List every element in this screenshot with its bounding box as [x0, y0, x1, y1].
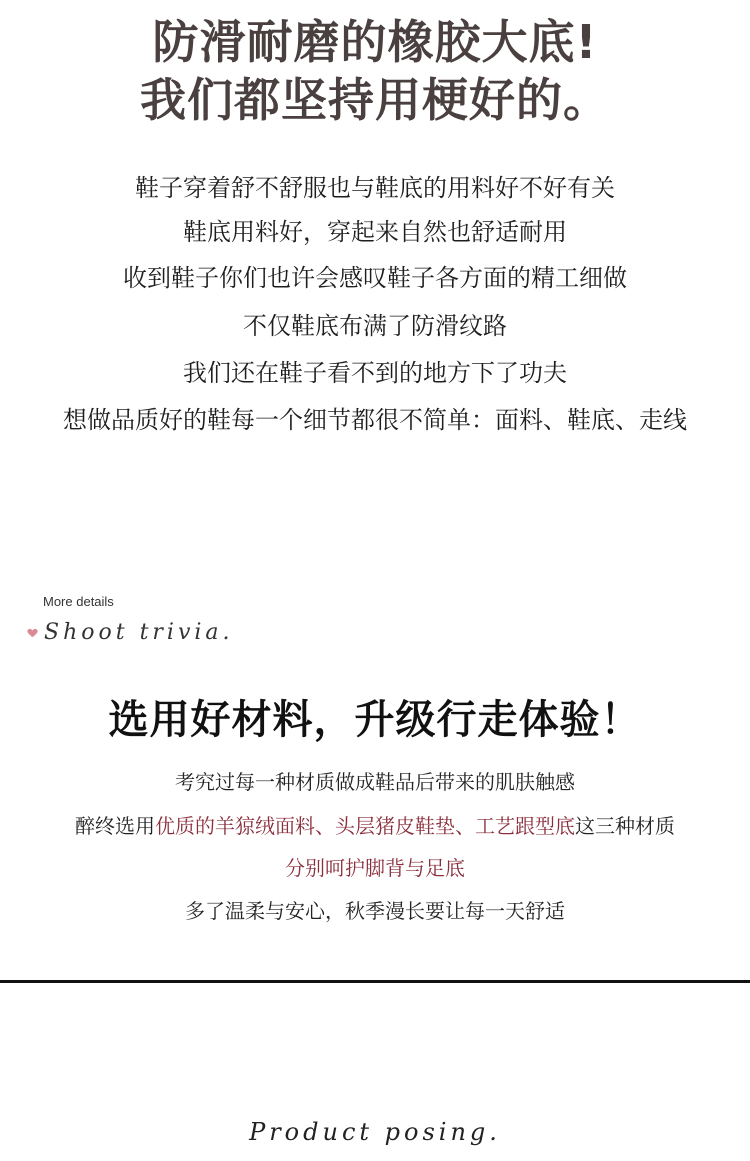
intro-line-5: 我们还在鞋子看不到的地方下了功夫 [183, 359, 567, 387]
detail-line-2-prefix: 醉终选用 [75, 814, 155, 838]
heart-icon [28, 629, 36, 637]
detail-line-2 [0, 810, 750, 839]
intro-line-2: 鞋底用料好，穿起来自然也舒适耐用 [183, 218, 567, 246]
headline-line-1: 防滑耐磨的橡胶大底! [152, 15, 598, 69]
shoot-trivia-row [28, 620, 234, 645]
detail-line-2-suffix: 这三种材质 [575, 814, 675, 838]
intro-line-1: 鞋子穿着舒不舒服也与鞋底的用料好不好有关 [135, 174, 615, 202]
intro-line-4: 不仅鞋底布满了防滑纹路 [243, 312, 507, 340]
detail-line-1: 考究过每一种材质做成鞋品后带来的肌肤触感 [175, 770, 575, 794]
detail-line-2-highlight-b: 工艺跟型底 [475, 814, 575, 838]
section-title: 选用好材料，升级行走体验！ [108, 697, 642, 743]
intro-line-6: 想做品质好的鞋每一个细节都很不简单：面料、鞋底、走线 [63, 406, 687, 434]
intro-line-3: 收到鞋子你们也许会感叹鞋子各方面的精工细做 [123, 264, 627, 292]
detail-line-2-highlight-a: 优质的羊猄绒面料、头层猪皮鞋垫、 [155, 814, 475, 838]
more-details-label: More details [43, 594, 114, 609]
detail-line-3: 分别呵护脚背与足底 [285, 856, 465, 880]
headline-line-2: 我们都坚持用梗好的。 [140, 73, 610, 127]
section-divider [0, 980, 750, 983]
detail-line-4: 多了温柔与安心，秋季漫长要让每一天舒适 [185, 899, 565, 923]
shoot-trivia-subtitle: Shoot trivia. [44, 620, 234, 645]
product-posing-label: Product posing. [249, 1118, 501, 1146]
